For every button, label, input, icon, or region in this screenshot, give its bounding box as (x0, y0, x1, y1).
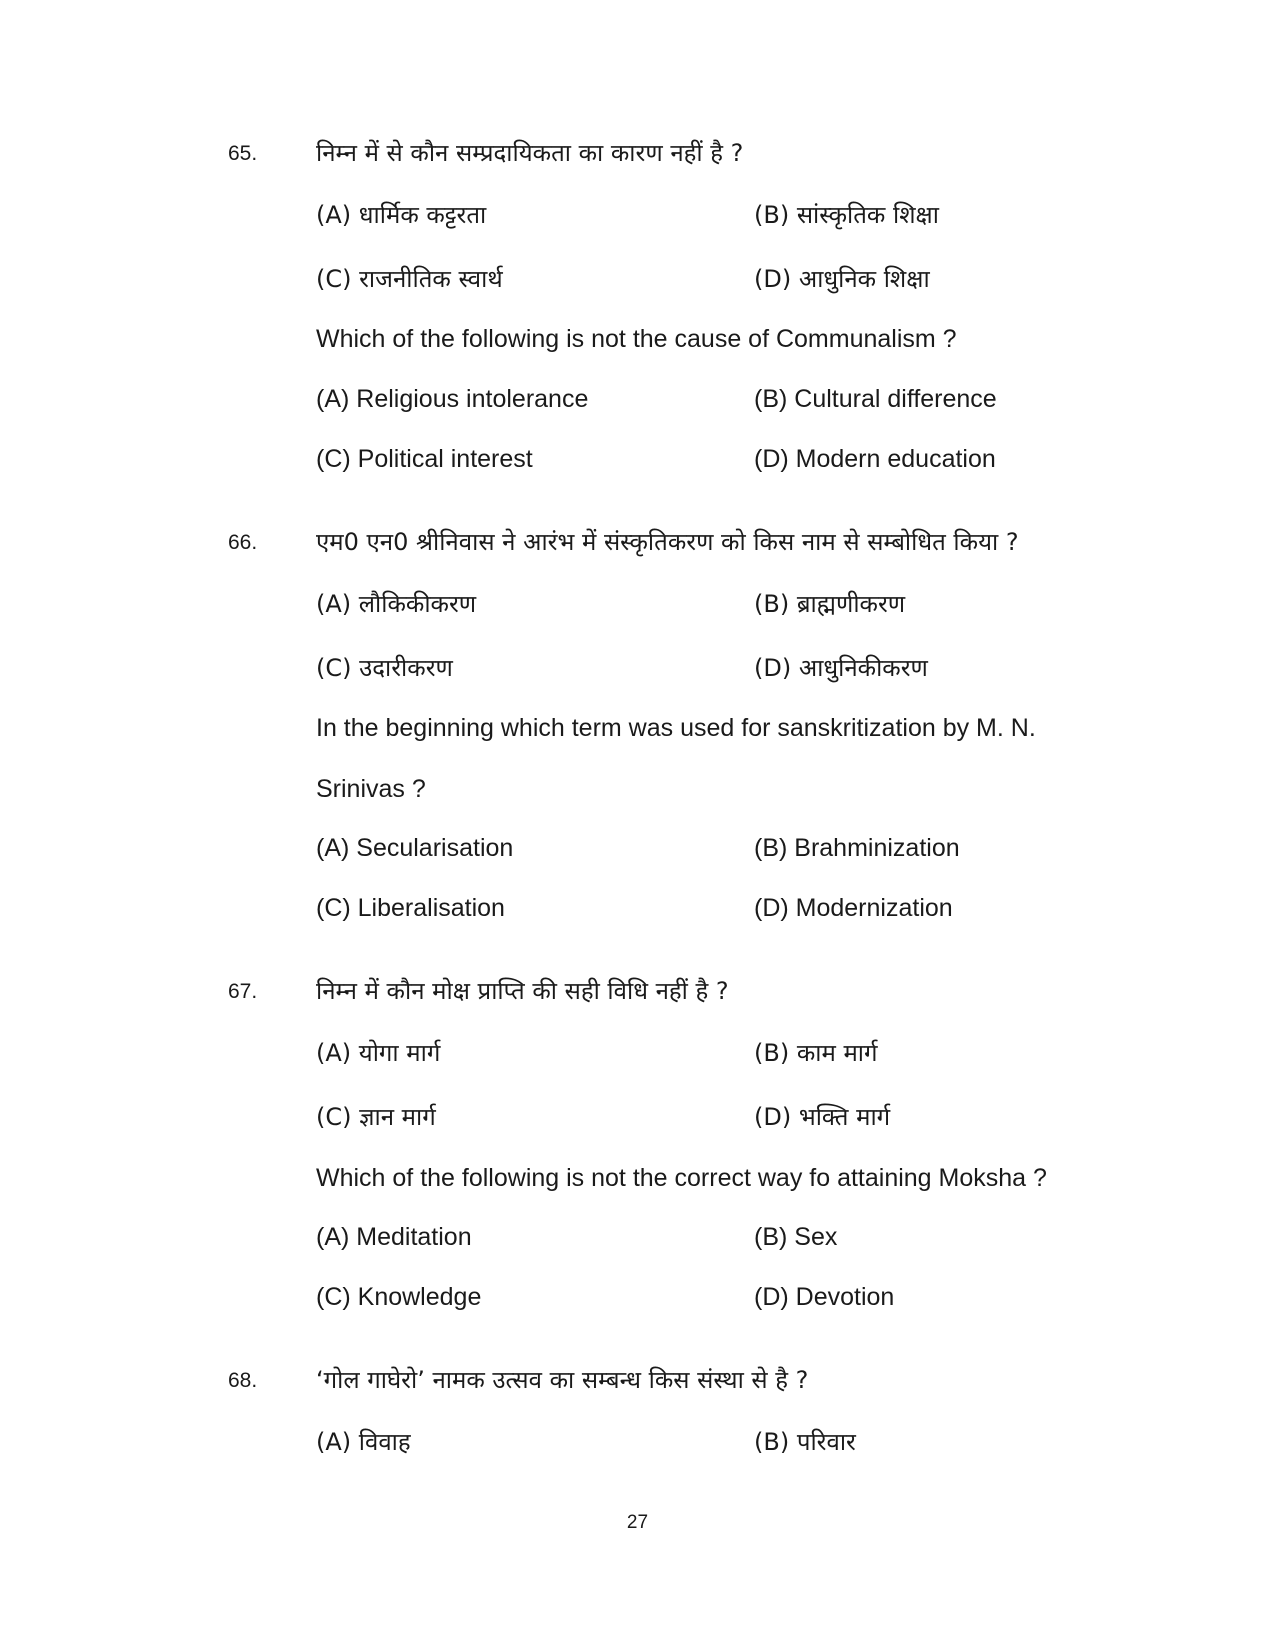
option-a-hindi: (A) धार्मिक कट्टरता (316, 201, 487, 229)
question-text-english: Which of the following is not the cause of Communalism ? (316, 325, 957, 353)
question-text-hindi: एम0 एन0 श्रीनिवास ने आरंभ में संस्कृतिकरण को किस नाम से सम्बोधित किया ? (316, 528, 1019, 556)
question-text-english-line1: In the beginning which term was used for sanskritization by M. N. (316, 714, 1036, 742)
question-text-hindi: निम्न में से कौन सम्प्रदायिकता का कारण नहीं है ? (316, 139, 744, 167)
option-b-english: (B) Cultural difference (754, 385, 997, 413)
option-a-english: (A) Secularisation (316, 834, 514, 862)
option-d-english: (D) Modernization (754, 894, 953, 922)
option-c-english: (C) Liberalisation (316, 894, 505, 922)
option-d-english: (D) Devotion (754, 1283, 895, 1311)
question-text-english-line2: Srinivas ? (316, 775, 426, 803)
option-a-hindi: (A) योगा मार्ग (316, 1039, 441, 1067)
option-d-english: (D) Modern education (754, 445, 996, 473)
option-d-hindi: (D) आधुनिकीकरण (754, 654, 928, 682)
option-c-hindi: (C) उदारीकरण (316, 654, 453, 682)
option-b-hindi: (B) ब्राह्मणीकरण (754, 590, 906, 618)
question-text-english: Which of the following is not the correct way fo attaining Moksha ? (316, 1164, 1047, 1192)
option-c-english: (C) Political interest (316, 445, 533, 473)
option-c-hindi: (C) राजनीतिक स्वार्थ (316, 265, 503, 293)
option-a-hindi: (A) लौकिकीकरण (316, 590, 477, 618)
option-b-hindi: (B) परिवार (754, 1428, 856, 1456)
option-b-english: (B) Sex (754, 1223, 838, 1251)
option-a-english: (A) Meditation (316, 1223, 472, 1251)
page-number: 27 (626, 1512, 649, 1533)
question-number: 65. (228, 142, 258, 165)
question-number: 66. (228, 531, 258, 554)
question-number: 68. (228, 1369, 258, 1392)
option-a-english: (A) Religious intolerance (316, 385, 589, 413)
option-d-hindi: (D) भक्ति मार्ग (754, 1103, 891, 1131)
option-a-hindi: (A) विवाह (316, 1428, 411, 1456)
question-text-hindi: निम्न में कौन मोक्ष प्राप्ति की सही विधि नहीं है ? (316, 977, 729, 1005)
option-b-english: (B) Brahminization (754, 834, 960, 862)
option-c-english: (C) Knowledge (316, 1283, 482, 1311)
option-d-hindi: (D) आधुनिक शिक्षा (754, 265, 930, 293)
option-b-hindi: (B) सांस्कृतिक शिक्षा (754, 201, 939, 229)
question-number: 67. (228, 980, 258, 1003)
option-c-hindi: (C) ज्ञान मार्ग (316, 1103, 436, 1131)
option-b-hindi: (B) काम मार्ग (754, 1039, 878, 1067)
question-text-hindi: ‘गोल गाघेरो’ नामक उत्सव का सम्बन्ध किस संस्था से है ? (316, 1366, 809, 1394)
